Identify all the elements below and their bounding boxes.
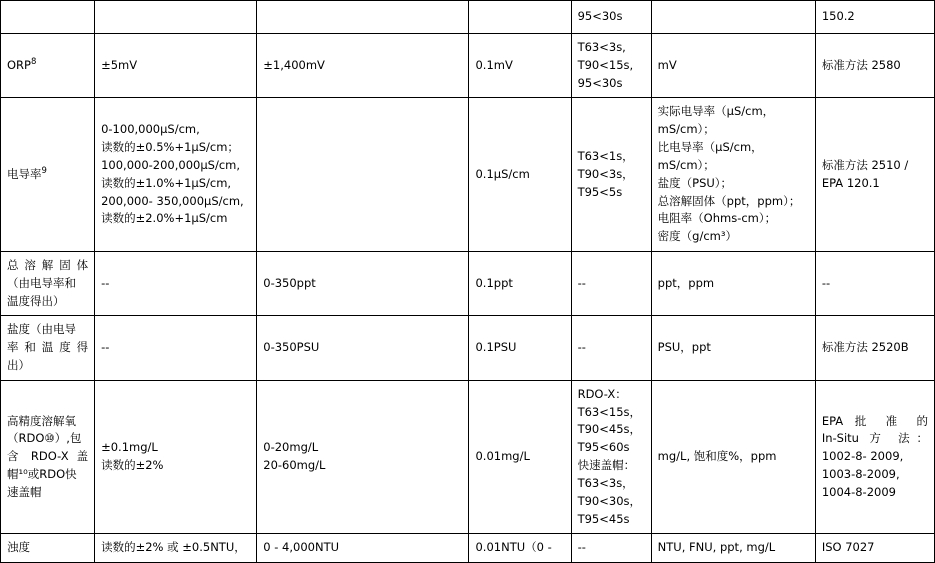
table-row: [1, 316, 935, 380]
cell-method: 150.2: [815, 1, 934, 34]
cell-parameter: [1, 1, 95, 34]
cell-method: --: [815, 251, 934, 315]
cell-range: 0-350ppt: [257, 251, 469, 315]
table-row: [1, 380, 935, 534]
cell-resolution: 0.1mV: [469, 34, 571, 98]
table-row: [1, 98, 935, 252]
cell-accuracy: ±0.1mg/L 读数的±2%: [95, 380, 257, 534]
cell-units: PSU，ppt: [651, 316, 815, 380]
cell-units: 实际电导率（μS/cm， mS/cm）； 比电导率（μS/cm，mS/cm）； 盐度（PSU）； 总溶解固体（ppt，ppm）； 电阻率（Ohms-cm）； 密度（g/cm³）: [651, 98, 815, 252]
table-row: [1, 1, 935, 34]
cell-resolution: [469, 1, 571, 34]
cell-resolution: 0.01NTU（0 -: [469, 534, 571, 563]
table-row: [1, 534, 935, 563]
cell-parameter: 浊度: [1, 534, 95, 563]
footnote-marker: 9: [41, 165, 47, 176]
table-row: [1, 251, 935, 315]
cell-method: 标准方法 2520B: [815, 316, 934, 380]
cell-method: EPA 批 准 的 In-Situ 方 法： 1002-8- 2009, 1003-8-2009, 1004-8-2009: [815, 380, 934, 534]
cell-method: 标准方法 2510 / EPA 120.1: [815, 98, 934, 252]
footnote-marker: 8: [30, 56, 37, 67]
cell-units: NTU, FNU, ppt, mg/L: [651, 534, 815, 563]
cell-resolution: 0.1ppt: [469, 251, 571, 315]
cell-accuracy: 0-100,000μS/cm, 读数的±0.5%+1μS/cm； 100,000-200,000μS/cm, 读数的±1.0%+1μS/cm, 200,000- 350,000μS/cm, 读数的±2.0%+1μS/cm: [95, 98, 257, 252]
cell-units: ppt，ppm: [651, 251, 815, 315]
cell-range: ±1,400mV: [257, 34, 469, 98]
cell-resolution: 0.1PSU: [469, 316, 571, 380]
cell-parameter: 电导率$^9$: [1, 98, 95, 252]
cell-parameter: ORP$^8$: [1, 34, 95, 98]
cell-response-time: RDO-X： T63<15s， T90<45s， T95<60s 快速盖帽： T63<3s， T90<30s， T95<45s: [571, 380, 651, 534]
cell-accuracy: --: [95, 316, 257, 380]
cell-response-time: T63<1s， T90<3s， T95<5s: [571, 98, 651, 252]
cell-method: ISO 7027: [815, 534, 934, 563]
cell-response-time: T63<3s, T90<15s, 95<30s: [571, 34, 651, 98]
cell-units: mg/L, 饱和度%，ppm: [651, 380, 815, 534]
cell-response-time: --: [571, 316, 651, 380]
cell-range: 0-20mg/L 20-60mg/L: [257, 380, 469, 534]
cell-range: [257, 1, 469, 34]
cell-range: [257, 98, 469, 252]
cell-parameter: 总 溶 解 固 体 （由电导率和 温度得出）: [1, 251, 95, 315]
cell-resolution: 0.01mg/L: [469, 380, 571, 534]
cell-units: [651, 1, 815, 34]
cell-resolution: 0.1μS/cm: [469, 98, 571, 252]
cell-response-time: --: [571, 251, 651, 315]
cell-accuracy: 读数的±2% 或 ±0.5NTU，: [95, 534, 257, 563]
cell-range: 0 - 4,000NTU: [257, 534, 469, 563]
cell-accuracy: ±5mV: [95, 34, 257, 98]
cell-parameter: 盐度（由电导 率和温度得 出）: [1, 316, 95, 380]
cell-units: mV: [651, 34, 815, 98]
cell-response-time: 95<30s: [571, 1, 651, 34]
cell-accuracy: [95, 1, 257, 34]
table-row: [1, 34, 935, 98]
cell-accuracy: --: [95, 251, 257, 315]
cell-method: 标准方法 2580: [815, 34, 934, 98]
cell-range: 0-350PSU: [257, 316, 469, 380]
cell-response-time: --: [571, 534, 651, 563]
cell-parameter: 高精度溶解氧 （RDO⑩）,包 含 RDO-X 盖 帽¹⁰或RDO快 速盖帽: [1, 380, 95, 534]
